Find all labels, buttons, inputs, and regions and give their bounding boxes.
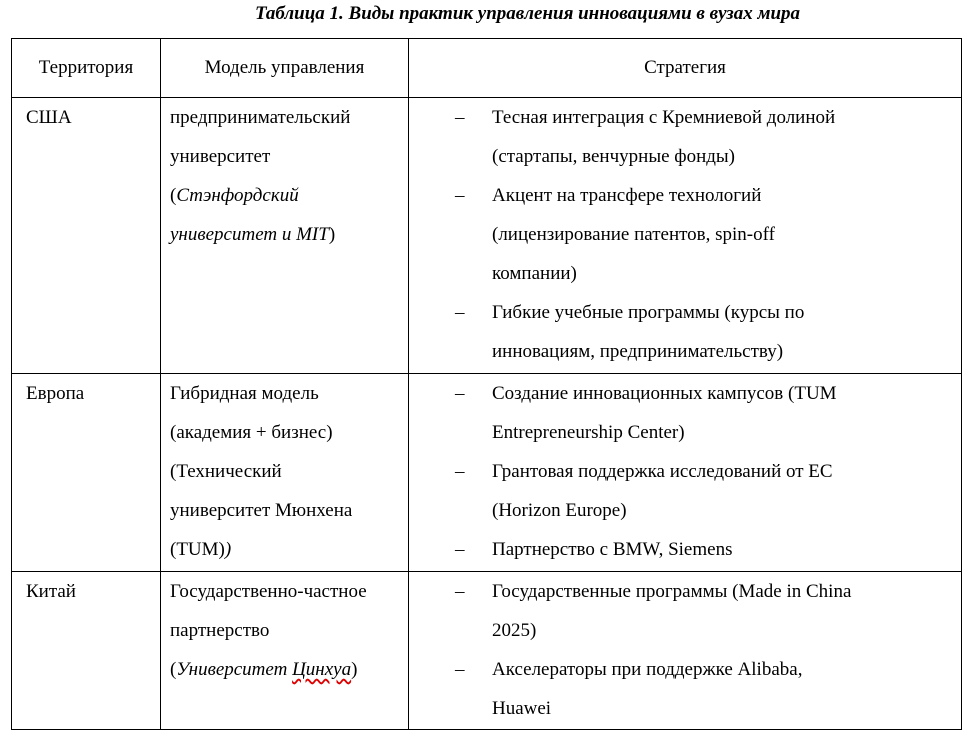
model-cell: [161, 572, 409, 730]
model-line: Государственно-частное: [170, 581, 367, 602]
model-line: предпринимательский: [170, 107, 351, 128]
model-line: (Стэнфордский: [170, 185, 299, 206]
dash-bullet: –: [455, 581, 465, 602]
dash-bullet: –: [455, 383, 465, 404]
model-line: Гибридная модель: [170, 383, 319, 404]
strategy-cell: [409, 98, 962, 374]
table-row-usa: [12, 98, 962, 374]
model-line: университет: [170, 146, 271, 167]
strategy-item: – Акцент на трансфере технологий (лицензирование патентов, spin-off компании): [409, 176, 961, 293]
model-line: партнерство: [170, 620, 270, 641]
territory-cell: Европа: [12, 374, 161, 572]
dash-bullet: –: [455, 302, 465, 323]
territory-cell: Китай: [12, 572, 161, 730]
model-line: (Университет Цинхуа): [170, 659, 358, 680]
table-header-row: [12, 39, 962, 98]
strategy-cell: [409, 572, 962, 730]
spellcheck-underlined-word: Цинхуа: [292, 659, 352, 680]
header-strategy: Стратегия: [409, 39, 962, 98]
header-model: Модель управления: [161, 39, 409, 98]
strategy-item: – Партнерство с BMW, Siemens: [409, 530, 961, 569]
table-row-china: [12, 572, 962, 730]
dash-bullet: –: [455, 461, 465, 482]
dash-bullet: –: [455, 539, 465, 560]
header-territory: Территория: [12, 39, 161, 98]
strategy-item: – Гибкие учебные программы (курсы по инновациям, предпринимательству): [409, 293, 961, 371]
strategy-cell: [409, 374, 962, 572]
dash-bullet: –: [455, 185, 465, 206]
table-row-europe: [12, 374, 962, 572]
strategy-item: – Грантовая поддержка исследований от ЕС (Horizon Europe): [409, 452, 961, 530]
model-line: (академия + бизнес): [170, 422, 333, 443]
dash-bullet: –: [455, 107, 465, 128]
model-line: (Технический: [170, 461, 282, 482]
strategy-item: – Создание инновационных кампусов (TUM Entrepreneurship Center): [409, 374, 961, 452]
table-caption: Таблица 1. Виды практик управления инновациями в вузах мира: [254, 3, 801, 24]
model-line: университет и MIT): [170, 224, 336, 245]
model-cell: [161, 374, 409, 572]
strategy-item: – Акселераторы при поддержке Alibaba, Huawei: [409, 650, 961, 728]
territory-cell: США: [12, 98, 161, 374]
model-cell: [161, 98, 409, 374]
model-line: (TUM)): [170, 539, 232, 560]
strategy-item: – Государственные программы (Made in China 2025): [409, 572, 961, 650]
dash-bullet: –: [455, 659, 465, 680]
model-line: университет Мюнхена: [170, 500, 353, 521]
strategy-item: – Тесная интеграция с Кремниевой долиной (стартапы, венчурные фонды): [409, 98, 961, 176]
innovation-practices-table: [11, 38, 962, 730]
